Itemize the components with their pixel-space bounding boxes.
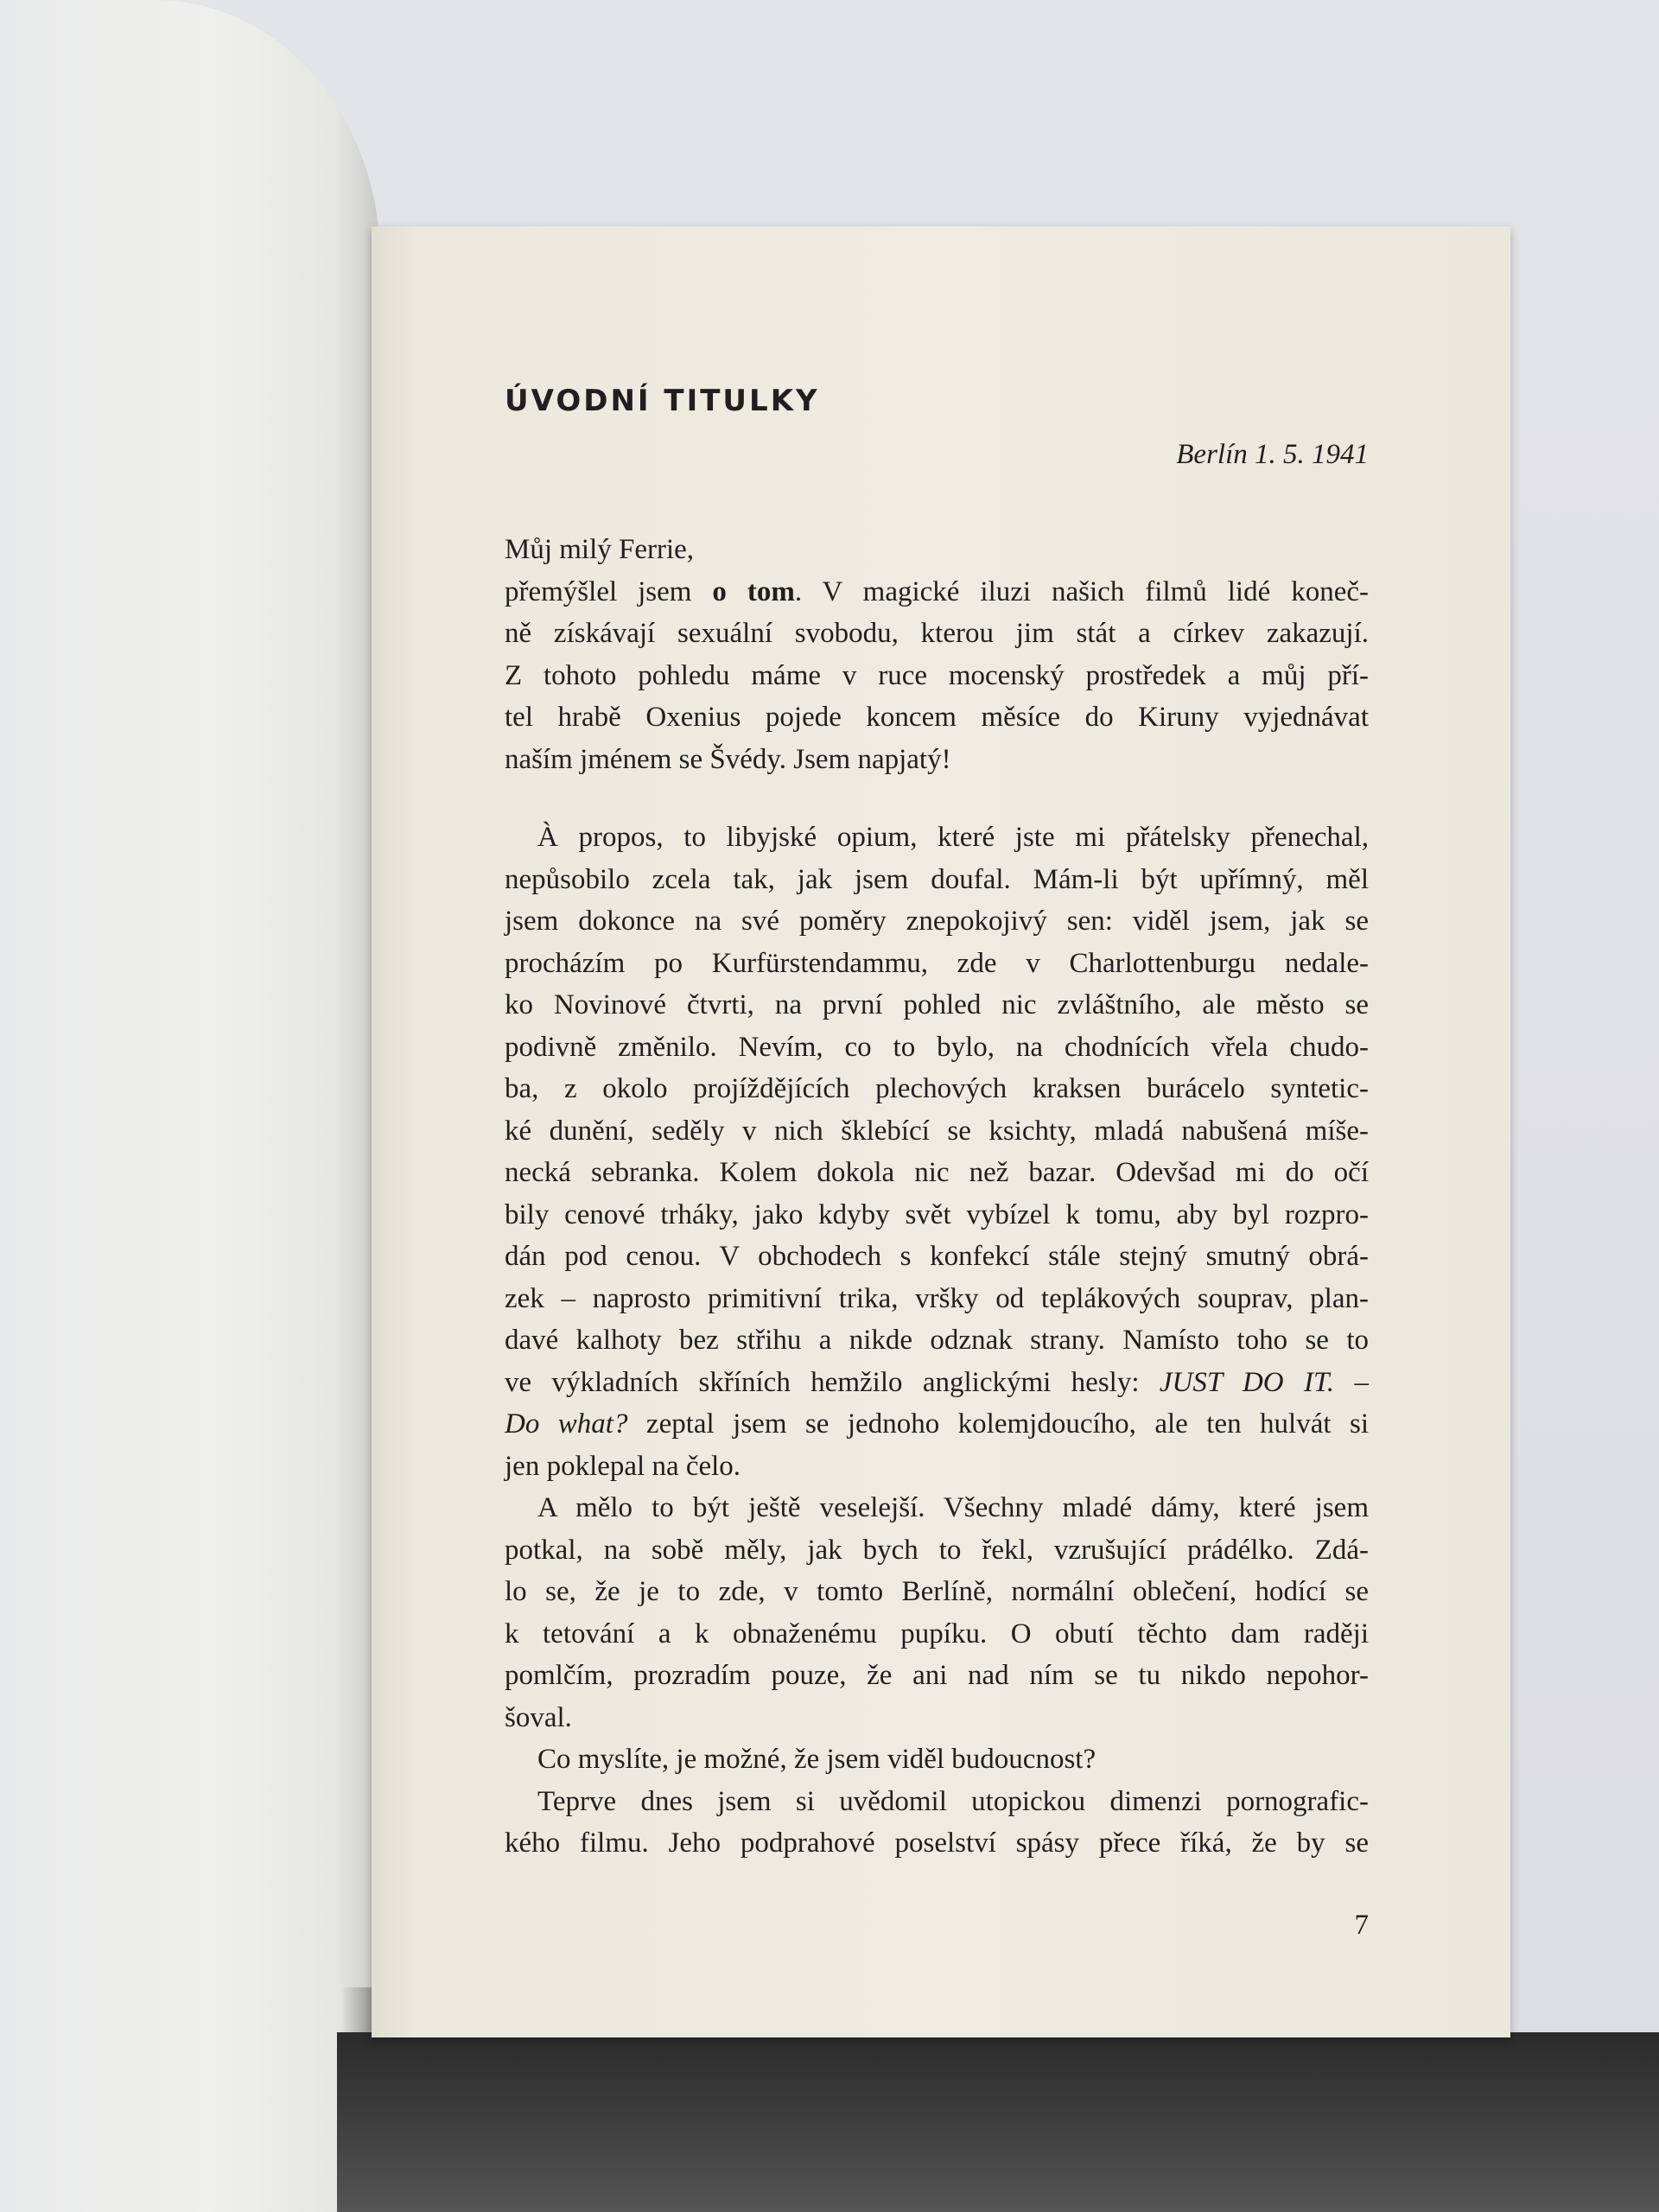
text-line: pomlčím, prozradím pouze, že ani nad ním se tu nikdo nepohor- <box>505 1660 1369 1691</box>
italic-question: Do what? <box>505 1408 628 1440</box>
dateline: Berlín 1. 5. 1941 <box>1176 439 1369 470</box>
text-line: ve výkladních skříních hemžilo anglickými hesly: JUST DO IT. – <box>505 1366 1370 1398</box>
left-page <box>0 0 380 2212</box>
bold-emphasis: o tom <box>712 575 795 607</box>
text-line: zek – naprosto primitivní trika, vršky od teplákových souprav, plan- <box>505 1282 1369 1314</box>
italic-slogan: JUST DO IT. – <box>1159 1366 1370 1398</box>
text-line: À propos, to libyjské opium, které jste mi přátelsky přenechal, <box>537 822 1369 853</box>
text-line: ba, z okolo projíždějících plechových kraksen burácelo syntetic- <box>505 1073 1369 1104</box>
text-line: přemýšlel jsem o tom. V magické iluzi našich filmů lidé koneč- <box>505 575 1369 607</box>
text-line: bily cenové trháky, jako kdyby svět vybízel k tomu, aby byl rozpro- <box>505 1198 1369 1230</box>
page-text <box>505 380 1369 1865</box>
text-line: podivně změnilo. Nevím, co to bylo, na chodnících vřela chudo- <box>505 1031 1369 1063</box>
chapter-title: ÚVODNÍ TITULKY <box>505 384 820 418</box>
text-line: tel hrabě Oxenius pojede koncem měsíce do Kiruny vyjednávat <box>505 702 1369 733</box>
greeting: Můj milý Ferrie, <box>505 534 695 565</box>
book-edge-shadow <box>337 2032 1659 2212</box>
page-number: 7 <box>1354 1910 1369 1941</box>
text-line: A mělo to být ještě veselejší. Všechny mladé dámy, které jsem <box>537 1492 1369 1523</box>
text-line: jsem dokonce na své poměry znepokojivý sen: viděl jsem, jak se <box>505 906 1369 937</box>
text-line: ko Novinové čtvrti, na první pohled nic zvláštního, ale město se <box>505 989 1369 1020</box>
text-line: necká sebranka. Kolem dokola nic než bazar. Odevšad mi do očí <box>505 1157 1369 1188</box>
text-line: davé kalhoty bez střihu a nikde odznak strany. Namísto toho se to <box>505 1325 1369 1356</box>
text-line: Do what? zeptal jsem se jednoho kolemjdoucího, ale ten hulvát si <box>505 1408 1369 1440</box>
text-line: lo se, že je to zde, v tomto Berlíně, normální oblečení, hodící se <box>505 1576 1369 1607</box>
text-line: nepůsobilo zcela tak, jak jsem doufal. Mám-li být upřímný, měl <box>505 863 1369 895</box>
text-line: k tetování a k obnaženému pupíku. O obutí těchto dam raději <box>505 1618 1369 1649</box>
text-line: Co myslíte, je možné, že jsem viděl budoucnost? <box>537 1744 1096 1775</box>
text-line: jen poklepal na čelo. <box>505 1450 741 1482</box>
text-line: Z tohoto pohledu máme v ruce mocenský prostředek a můj pří- <box>505 659 1369 691</box>
text-line: potkal, na sobě měly, jak bych to řekl, vzrušující prádélko. Zdá- <box>505 1534 1369 1566</box>
text-line: dán pod cenou. V obchodech s konfekcí stále stejný smutný obrá- <box>505 1241 1369 1272</box>
text-line: ké dunění, seděly v nich šklebící se ksichty, mladá nabušená míše- <box>505 1115 1369 1147</box>
text-line: šoval. <box>505 1701 572 1733</box>
text-line: kého filmu. Jeho podprahové poselství spásy přece říká, že by se <box>505 1827 1369 1859</box>
text-line: ně získávají sexuální svobodu, kterou jim stát a církev zakazují. <box>505 618 1369 649</box>
text-line: Teprve dnes jsem si uvědomil utopickou dimenzi pornografic- <box>537 1785 1369 1817</box>
text-line: naším jménem se Švédy. Jsem napjatý! <box>505 743 951 775</box>
text-line: procházím po Kurfürstendammu, zde v Charlottenburgu nedale- <box>505 947 1369 979</box>
